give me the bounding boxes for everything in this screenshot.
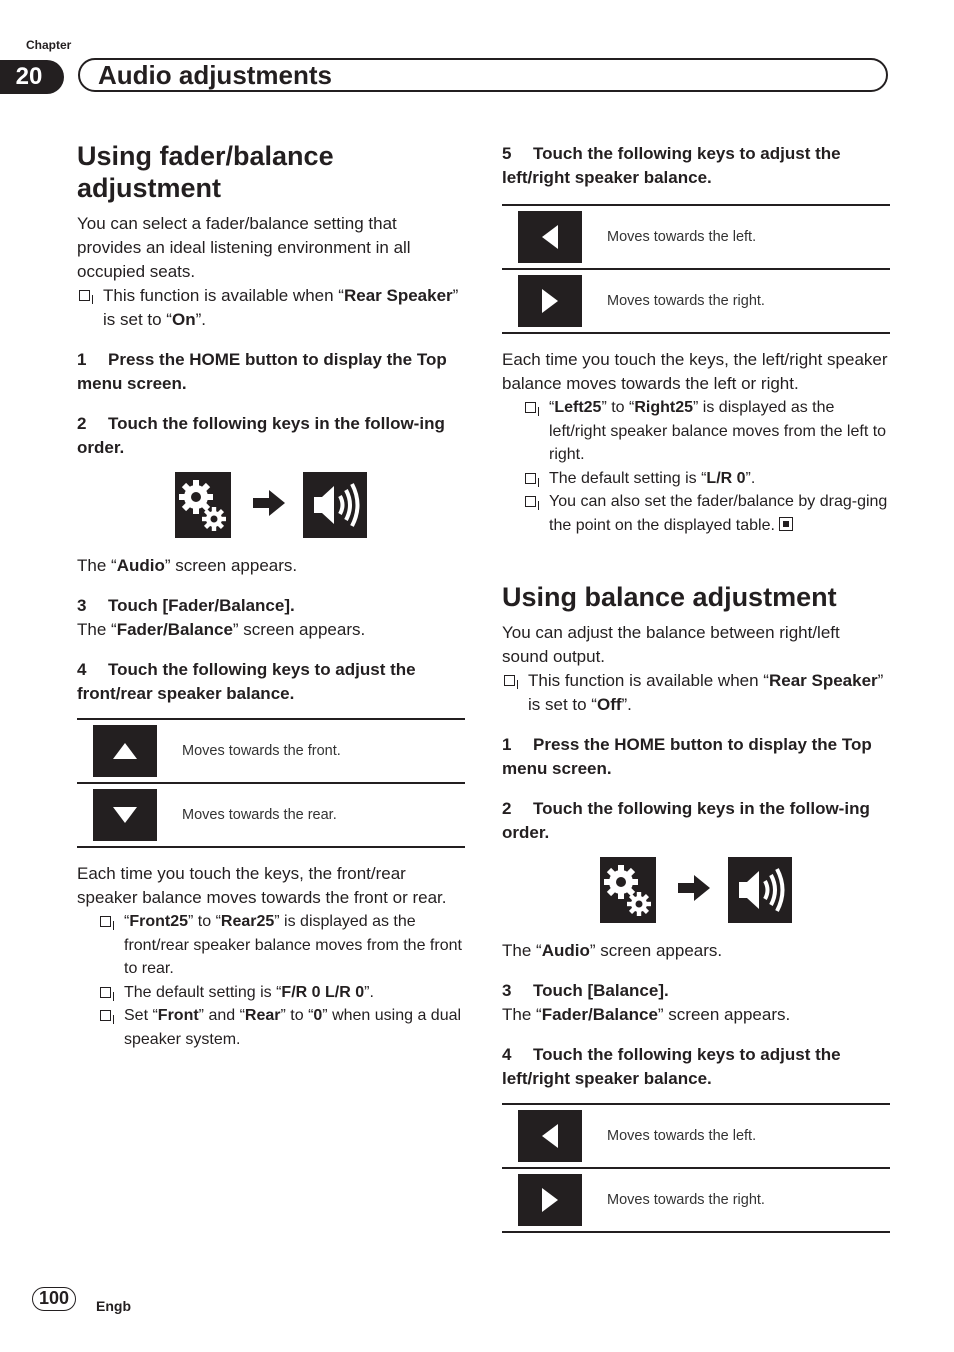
- after-keys-text: Each time you touch the keys, the front/rear speaker balance moves towards the front or rear.: [77, 864, 447, 907]
- key-row: [502, 268, 890, 332]
- key-table: [77, 718, 465, 848]
- note: This function is available when “Rear Speaker” is set to “On”.: [77, 284, 465, 332]
- page-number: 100: [32, 1287, 76, 1311]
- right-column: [502, 140, 890, 1243]
- key-description: Moves towards the front.: [182, 743, 341, 759]
- note-bullet-icon: [100, 1010, 111, 1021]
- key-sequence: [502, 855, 890, 925]
- note-bullet-icon: [100, 987, 111, 998]
- key-table: [502, 204, 890, 334]
- audio-speaker-icon[interactable]: [728, 857, 792, 923]
- note: “Left25” to “Right25” is displayed as the left/right speaker balance moves from the left to right.: [523, 396, 890, 467]
- step-2: 2 Touch the following keys in the follow-ing order.: [502, 799, 870, 842]
- left-arrow-icon[interactable]: [518, 211, 582, 263]
- key-description: Moves towards the left.: [607, 1128, 757, 1144]
- intro-text: You can adjust the balance between right/left sound output.: [502, 623, 840, 666]
- arrow-right-icon: [678, 873, 712, 908]
- note: The default setting is “F/R 0 L/R 0”.: [98, 981, 465, 1005]
- section-heading-fader-balance: [77, 140, 465, 204]
- fader-balance-screen-text: The “Fader/Balance” screen appears.: [77, 620, 366, 639]
- note: Set “Front” and “Rear” to “0” when using a dual speaker system.: [98, 1004, 465, 1051]
- left-column: [77, 140, 465, 1051]
- key-description: Moves towards the right.: [607, 1192, 765, 1208]
- key-description: Moves towards the left.: [607, 229, 757, 245]
- step-5: 5 Touch the following keys to adjust the left/right speaker balance.: [502, 144, 841, 187]
- key-row: [502, 1167, 890, 1231]
- note: You can also set the fader/balance by drag-ging the point on the displayed table.: [523, 490, 890, 537]
- audio-speaker-icon[interactable]: [303, 472, 367, 538]
- heading-line-1: Using fader/balance: [77, 141, 334, 171]
- step-4: 4 Touch the following keys to adjust the left/right speaker balance.: [502, 1045, 841, 1088]
- audio-screen-text: The “Audio” screen appears.: [77, 556, 298, 575]
- key-sequence: [77, 470, 465, 540]
- step-2: 2 Touch the following keys in the follow-ing order.: [77, 414, 445, 457]
- fader-balance-screen-text: The “Fader/Balance” screen appears.: [502, 1005, 791, 1024]
- chapter-number: 20: [0, 60, 64, 94]
- note-bullet-icon: [100, 916, 111, 927]
- step-1: 1 Press the HOME button to display the Top menu screen.: [77, 350, 447, 393]
- key-row: [77, 782, 465, 846]
- key-row: [502, 1105, 890, 1167]
- note-bullet-icon: [525, 402, 536, 413]
- key-description: Moves towards the rear.: [182, 807, 337, 823]
- key-row: [502, 206, 890, 268]
- after-keys-text: Each time you touch the keys, the left/right speaker balance moves towards the left or right.: [502, 350, 888, 393]
- heading-line-2: adjustment: [77, 173, 222, 203]
- settings-gear-icon[interactable]: [600, 857, 656, 923]
- chapter-title: Audio adjustments: [78, 58, 888, 92]
- left-arrow-icon[interactable]: [518, 1110, 582, 1162]
- step-3: 3 Touch [Fader/Balance].: [77, 596, 295, 615]
- language-code: Engb: [96, 1298, 131, 1314]
- note: “Front25” to “Rear25” is displayed as the front/rear speaker balance moves from the front to rear.: [98, 910, 465, 981]
- key-row: [77, 720, 465, 782]
- section-heading-balance: Using balance adjustment: [502, 582, 837, 612]
- note: This function is available when “Rear Speaker” is set to “Off”.: [502, 669, 890, 717]
- settings-gear-icon[interactable]: [175, 472, 231, 538]
- step-3: 3 Touch [Balance].: [502, 981, 669, 1000]
- right-arrow-icon[interactable]: [518, 1174, 582, 1226]
- key-table: [502, 1103, 890, 1233]
- note-bullet-icon: [79, 290, 90, 301]
- step-4: 4 Touch the following keys to adjust the front/rear speaker balance.: [77, 660, 416, 703]
- down-arrow-icon[interactable]: [93, 789, 157, 841]
- end-mark-icon: [779, 517, 793, 531]
- up-arrow-icon[interactable]: [93, 725, 157, 777]
- arrow-right-icon: [253, 488, 287, 523]
- step-1: 1 Press the HOME button to display the Top menu screen.: [502, 735, 872, 778]
- note-bullet-icon: [525, 496, 536, 507]
- note-bullet-icon: [504, 675, 515, 686]
- audio-screen-text: The “Audio” screen appears.: [502, 941, 723, 960]
- note-bullet-icon: [525, 473, 536, 484]
- intro-text: You can select a fader/balance setting that provides an ideal listening environment in all occupied seats.: [77, 214, 411, 281]
- key-description: Moves towards the right.: [607, 293, 765, 309]
- chapter-label: Chapter: [26, 38, 72, 52]
- right-arrow-icon[interactable]: [518, 275, 582, 327]
- note: The default setting is “L/R 0”.: [523, 467, 890, 491]
